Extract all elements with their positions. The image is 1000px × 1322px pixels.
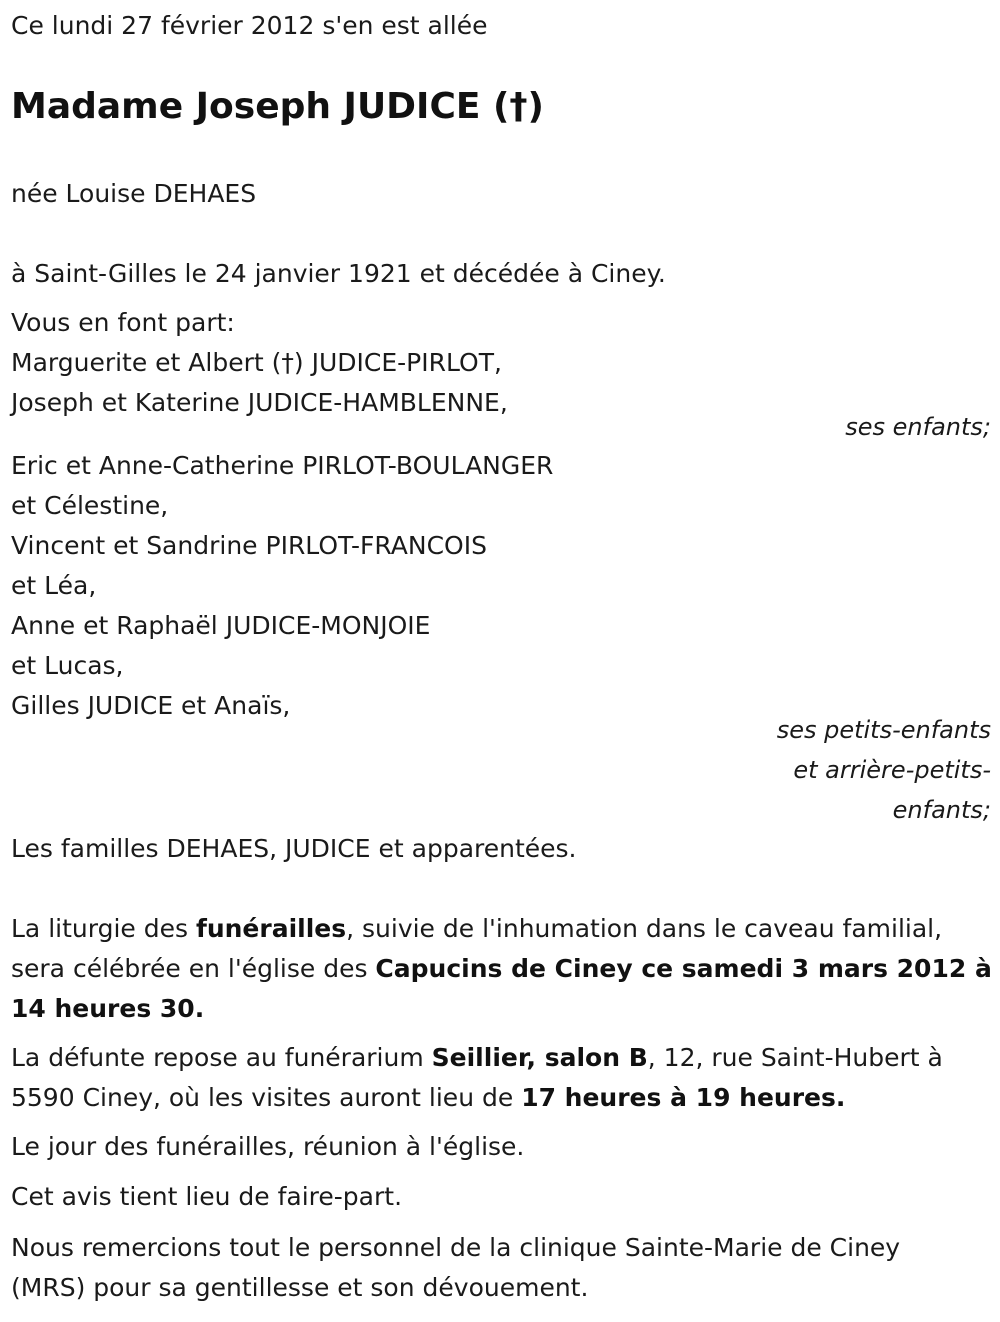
deceased-name-title <box>11 84 544 130</box>
meeting-line: Le jour des funérailles, réunion à l'église. <box>11 1132 525 1161</box>
grandchildren-line: Gilles JUDICE et Anaïs, <box>11 691 291 720</box>
children-line-1-after: ) JUDICE-PIRLOT, <box>293 348 502 377</box>
deceased-name: Madame Joseph JUDICE <box>11 86 481 127</box>
grandchildren-line: et Lucas, <box>11 651 124 680</box>
thanks-line: (MRS) pour sa gentillesse et son dévouement. <box>11 1273 589 1302</box>
text-run: La liturgie des <box>11 914 196 943</box>
text-run: La défunte repose au funérarium <box>11 1043 432 1072</box>
children-line-2: Joseph et Katerine JUDICE-HAMBLENNE, <box>11 388 508 417</box>
grandchildren-line: et Célestine, <box>11 491 169 520</box>
children-line-1-before: Marguerite et Albert ( <box>11 348 282 377</box>
grandchildren-role-line: enfants; <box>892 796 991 824</box>
children-line-1 <box>11 343 502 383</box>
text-run: , suivie de l'inhumation dans le caveau familial, <box>346 914 943 943</box>
family-intro: Vous en font part: <box>11 308 235 337</box>
cross-icon: † <box>509 86 528 127</box>
text-run-bold: funérailles <box>195 914 347 943</box>
cross-icon: † <box>281 348 294 377</box>
title-paren-close: ) <box>527 86 544 127</box>
text-run: , 12, rue Saint-Hubert à <box>647 1043 943 1072</box>
children-role: ses enfants; <box>845 413 991 441</box>
funeral-paragraph-line <box>11 909 942 949</box>
text-run: sera célébrée en l'église des <box>11 954 376 983</box>
birth-name: née Louise DEHAES <box>11 179 257 208</box>
birth-place-text: à Saint-Gilles le 24 janvier 1921 et décédée à Ciney. <box>11 259 666 288</box>
title-paren-open: ( <box>493 86 510 127</box>
wake-paragraph-line <box>11 1038 943 1078</box>
text-run-bold: 14 heures 30. <box>11 994 205 1023</box>
notice-line: Cet avis tient lieu de faire-part. <box>11 1182 403 1211</box>
grandchildren-line: Vincent et Sandrine PIRLOT-FRANCOIS <box>11 531 487 560</box>
wake-paragraph-line <box>11 1078 845 1118</box>
intro-text: Ce lundi 27 février 2012 s'en est allée <box>11 11 488 40</box>
text-run-bold: 17 heures à 19 heures. <box>521 1083 846 1112</box>
text-run-bold: Capucins de Ciney ce samedi 3 mars 2012 à <box>375 954 992 983</box>
grandchildren-line: Eric et Anne-Catherine PIRLOT-BOULANGER <box>11 451 554 480</box>
grandchildren-role-line: ses petits-enfants <box>776 716 991 744</box>
text-run-bold: Seillier, salon B <box>431 1043 648 1072</box>
funeral-paragraph-line <box>11 989 204 1029</box>
text-run: 5590 Ciney, où les visites auront lieu de <box>11 1083 522 1112</box>
thanks-line: Nous remercions tout le personnel de la clinique Sainte-Marie de Ciney <box>11 1233 901 1262</box>
grandchildren-role-line: et arrière-petits- <box>793 756 991 784</box>
grandchildren-line: Anne et Raphaël JUDICE-MONJOIE <box>11 611 431 640</box>
families-line: Les familles DEHAES, JUDICE et apparentées. <box>11 834 577 863</box>
grandchildren-line: et Léa, <box>11 571 97 600</box>
funeral-paragraph-line <box>11 949 992 989</box>
